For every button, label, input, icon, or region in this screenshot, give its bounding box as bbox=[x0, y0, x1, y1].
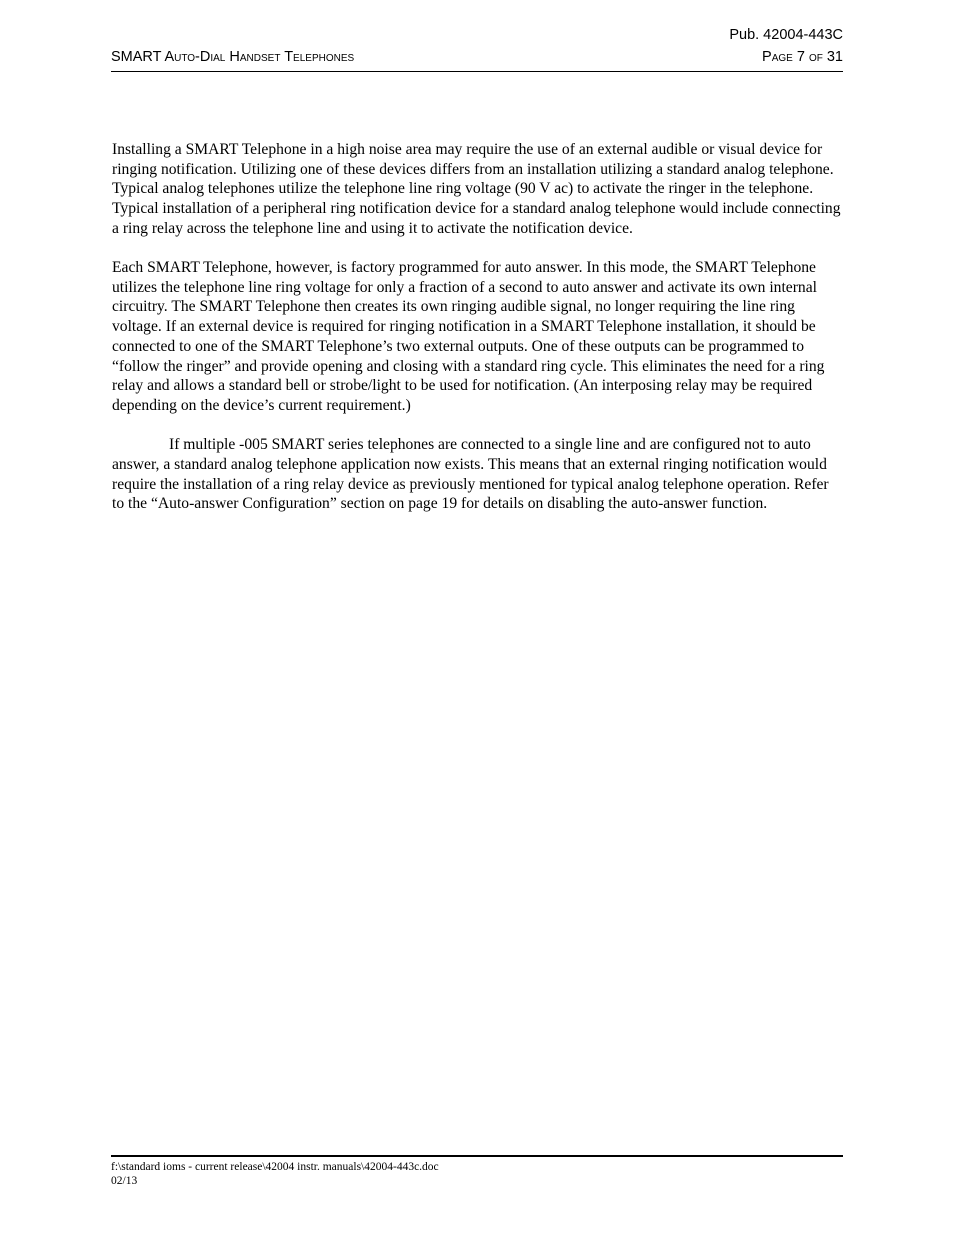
page-number: Page 7 of 31 bbox=[762, 49, 843, 65]
document-body bbox=[112, 140, 844, 533]
footer-date: 02/13 bbox=[111, 1175, 138, 1187]
document-title: SMART Auto-Dial Handset Telephones bbox=[111, 49, 355, 65]
publication-number: Pub. 42004-443C bbox=[729, 27, 843, 43]
paragraph-3: If multiple -005 SMART series telephones are connected to a single line and are configured not to auto answer, a standard analog telephone application now exists. This means that an external ringing notification would require the installation of a ring relay device as previously mentioned for typical analog telephone operation. Refer to the “Auto-answer Configuration” section on page 19 for details on disabling the auto-answer function. bbox=[112, 436, 829, 513]
paragraph-1: Installing a SMART Telephone in a high noise area may require the use of an external audible or visual device for ringing notification. Utilizing one of these devices differs from an installation utilizing a standard analog telephone. Typical analog telephones utilize the telephone line ring voltage (90 V ac) to activate the ringer in the telephone. Typical installation of a peripheral ring notification device for a standard analog telephone would include connecting a ring relay across the telephone line and using it to activate the notification device. bbox=[112, 141, 841, 237]
header-top-row bbox=[111, 27, 843, 43]
page-footer bbox=[111, 1155, 843, 1188]
footer-file-path: f:\standard ioms - current release\42004 instr. manuals\42004-443c.doc bbox=[111, 1161, 439, 1173]
paragraph-2: Each SMART Telephone, however, is factory programmed for auto answer. In this mode, the SMART Telephone utilizes the telephone line ring voltage for only a fraction of a second to auto answer and activate its own internal circuitry. The SMART Telephone then creates its own ringing audible signal, no longer requiring the line ring voltage. If an external device is required for ringing notification in a SMART Telephone installation, it should be connected to one of the SMART Telephone’s two external outputs. One of these outputs can be programmed to “follow the ringer” and provide opening and closing with a standard ring cycle. This eliminates the need for a ring relay and allows a standard bell or strobe/light to be used for notification. (An interposing relay may be required depending on the device’s current requirement.) bbox=[112, 259, 825, 414]
page-header bbox=[111, 27, 843, 72]
